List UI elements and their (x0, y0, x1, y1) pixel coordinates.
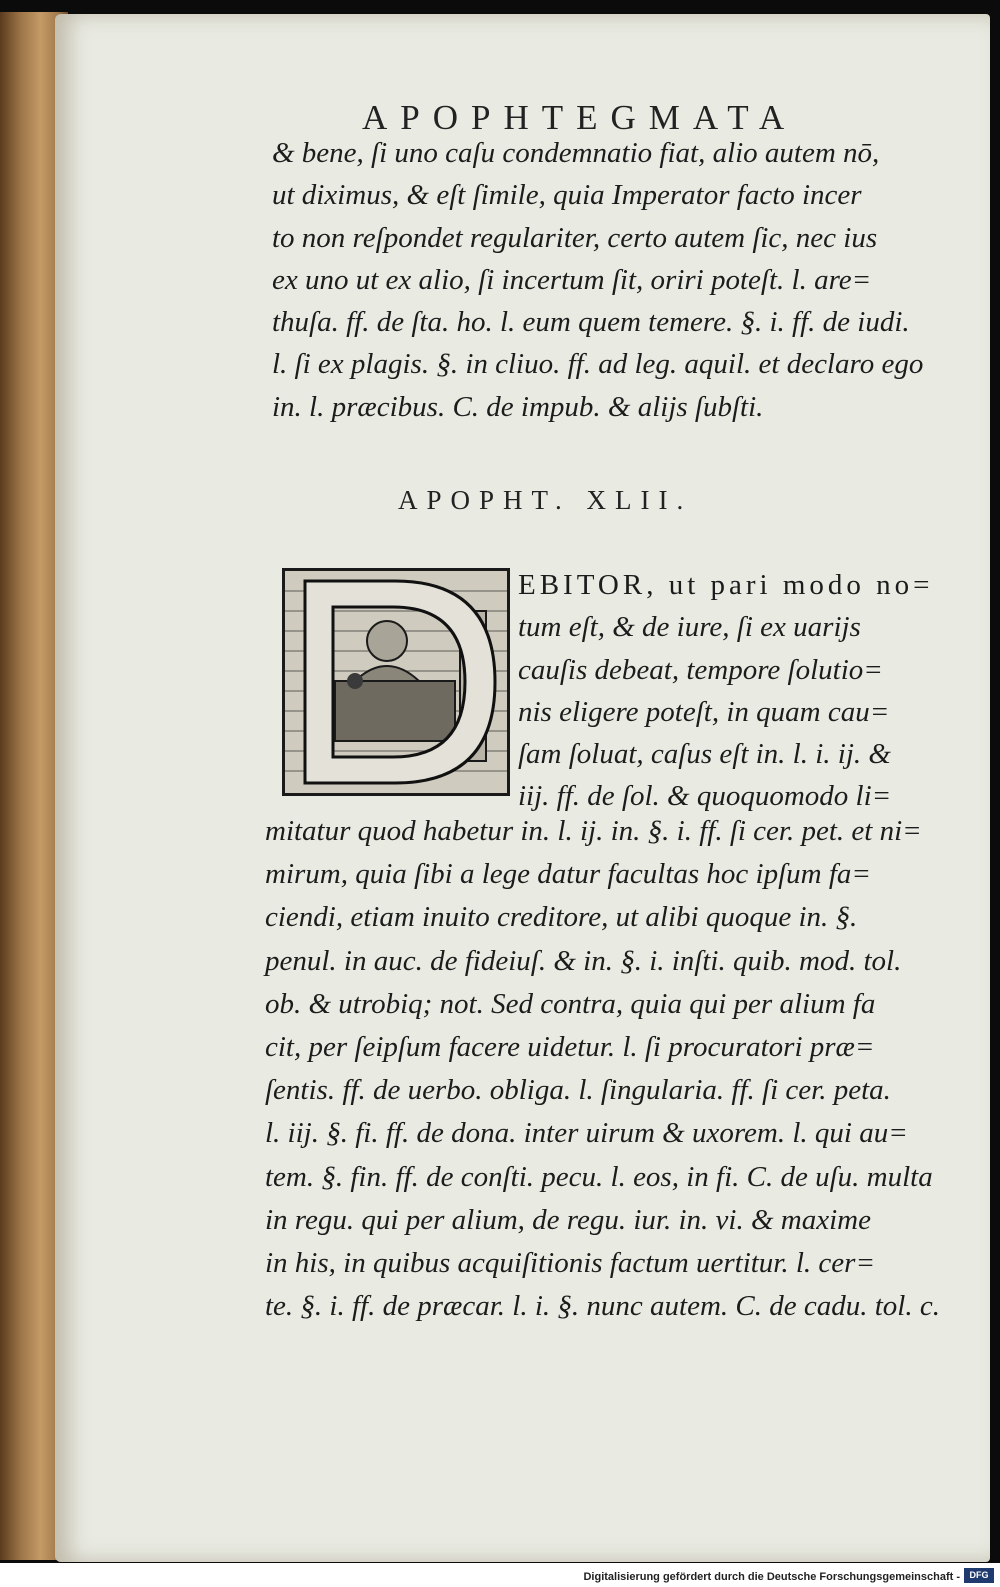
decorated-initial-woodcut (282, 568, 510, 796)
dfg-logo: DFG (964, 1568, 994, 1583)
text-line: ſam ſoluat, caſus eſt in. l. i. ij. & (518, 738, 891, 771)
text-line: in. l. præcibus. C. de impub. & alijs ſubſti. (272, 390, 764, 423)
woodcut-illustration (285, 571, 507, 793)
text-line: te. §. i. ff. de præcar. l. i. §. nunc autem. C. de cadu. tol. c. (265, 1290, 940, 1323)
text-line: & bene, ſi uno caſu condemnatio fiat, alio autem nō, (272, 137, 880, 169)
text-line: tem. §. fin. ff. de conſti. pecu. l. eos, in fi. C. de uſu. multa (265, 1160, 933, 1193)
section-heading: APOPHT. XLII. (398, 485, 693, 515)
footer-bar (0, 1563, 1000, 1587)
footer-credit: Digitalisierung gefördert durch die Deutsche Forschungsgemeinschaft - (583, 1571, 960, 1583)
text-line: iij. ff. de ſol. & quoquomodo li= (518, 780, 892, 813)
text-line: ciendi, etiam inuito creditore, ut alibi quoque in. §. (265, 901, 858, 934)
text-line: mirum, quia ſibi a lege datur facultas hoc ipſum fa= (265, 858, 871, 891)
text-line: nis eligere poteſt, in quam cau= (518, 695, 890, 728)
text-line: cit, per ſeipſum facere uidetur. l. ſi procuratori præ= (265, 1031, 875, 1064)
text-line: l. iij. §. fi. ff. de dona. inter uirum & uxorem. l. qui au= (265, 1117, 908, 1150)
text-line: ut diximus, & eſt ſimile, quia Imperator facto incer (272, 179, 862, 212)
text-line: mitatur quod habetur in. l. ij. in. §. i. ff. ſi cer. pet. et ni= (265, 815, 922, 847)
text-line: ob. & utrobiq; not. Sed contra, quia qui per alium fa (265, 987, 876, 1020)
text-line: ex uno ut ex alio, ſi incertum ſit, oriri poteſt. l. are= (272, 263, 872, 296)
text-line: cauſis debeat, tempore ſolutio= (518, 653, 883, 686)
top-paragraph (272, 132, 952, 428)
text-line: thuſa. ff. de ſta. ho. l. eum quem temere. §. i. ff. de iudi. (272, 306, 910, 339)
text-line: l. ſi ex plagis. §. in cliuo. ff. ad leg. aquil. et declaro ego (272, 348, 924, 381)
text-line: ſentis. ff. de uerbo. obliga. l. ſingularia. ff. ſi cer. peta. (265, 1074, 891, 1107)
text-line: EBITOR, ut pari modo no= (518, 569, 934, 601)
text-line: to non reſpondet regulariter, certo autem ſic, nec ius (272, 221, 878, 254)
text-line: in his, in quibus acquiſitionis factum uertitur. l. cer= (265, 1247, 876, 1280)
text-line: tum eſt, & de iure, ſi ex uarijs (518, 611, 861, 644)
running-head: APOPHTEGMATA (362, 98, 798, 137)
body-paragraph (265, 810, 965, 1328)
text-line: penul. in auc. de fideiuſ. & in. §. i. inſti. quib. mod. tol. (265, 944, 902, 977)
text-line: in regu. qui per alium, de regu. iur. in. vi. & maxime (265, 1203, 871, 1236)
side-paragraph (518, 564, 958, 818)
